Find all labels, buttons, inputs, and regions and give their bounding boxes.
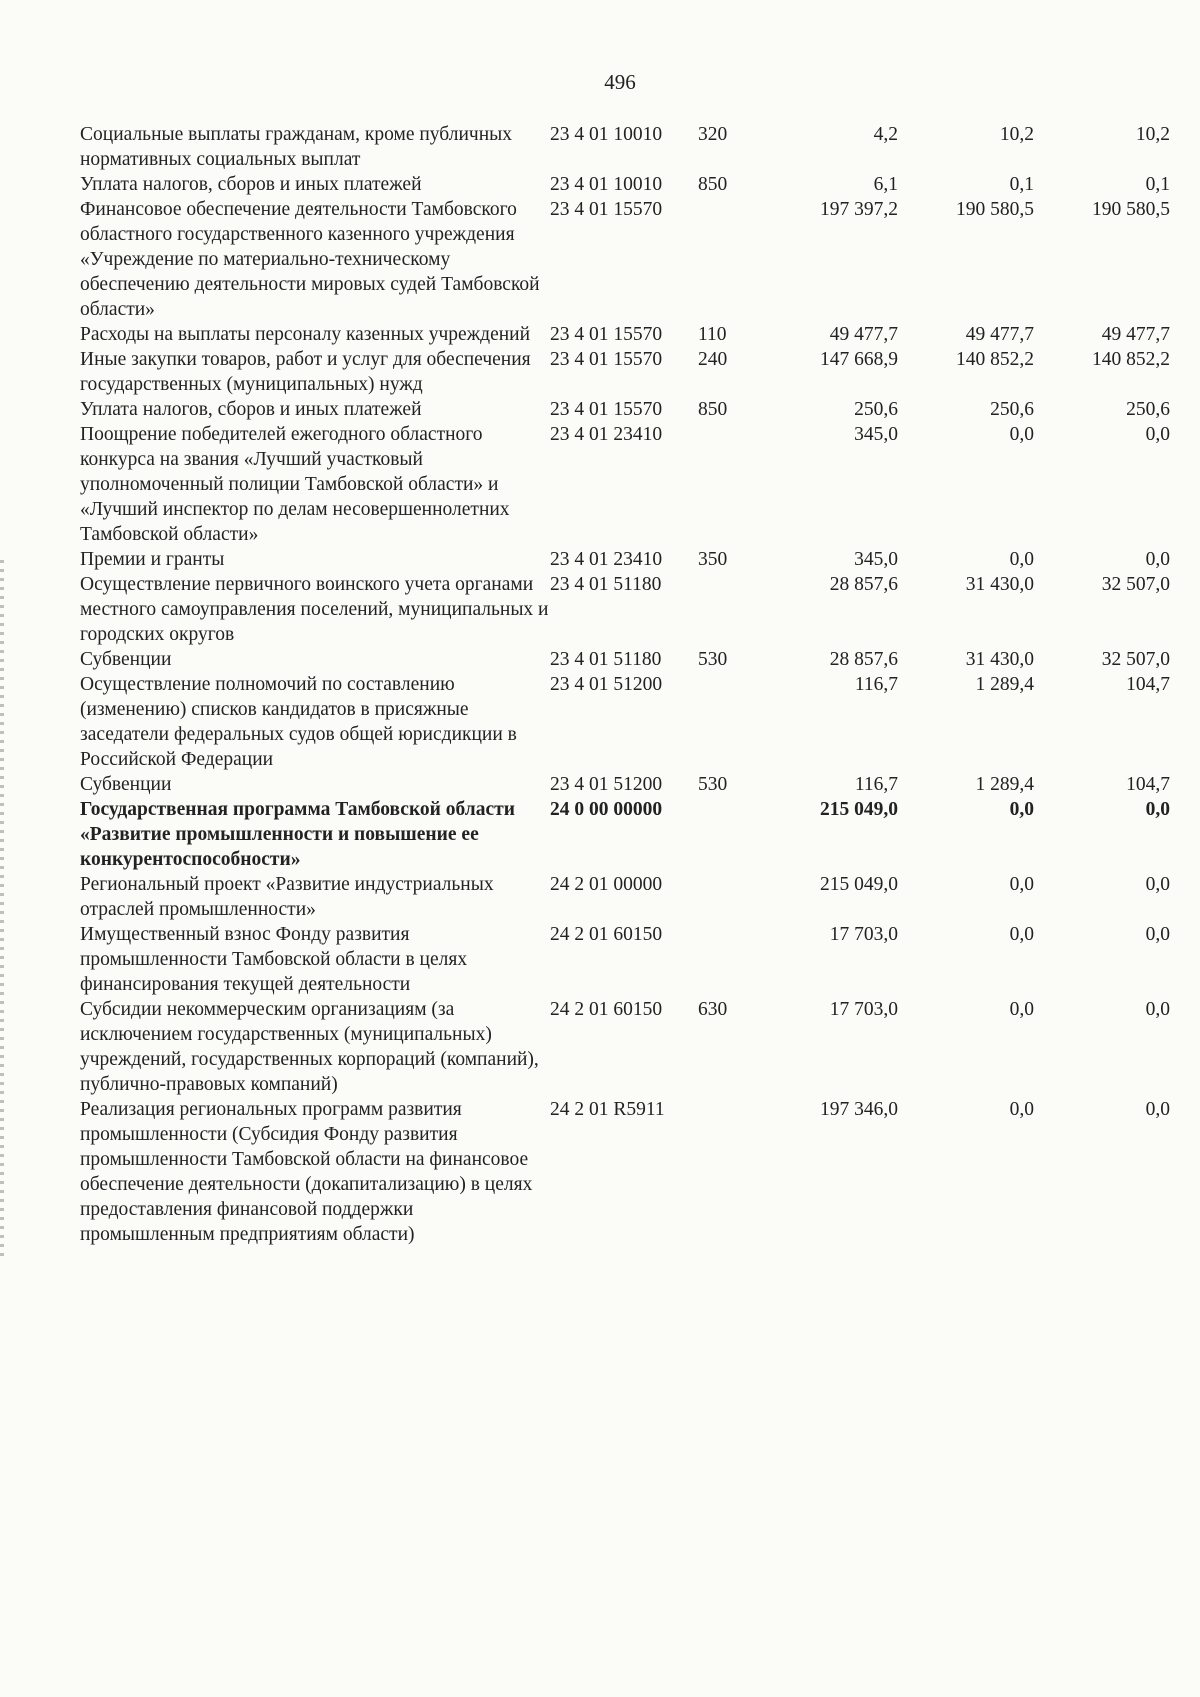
row-name-cell: Поощрение победителей ежегодного областного конкурса на звания «Лучший участковый уполномоченный полиции Тамбовской области» и «Лучший инспектор по делам несовершеннолетних Тамбовской области»	[80, 424, 510, 545]
table-row	[80, 122, 1170, 172]
row-code-cell: 23 4 01 10010	[550, 174, 663, 195]
budget-table	[80, 122, 1170, 1247]
row-value-1-cell: 17 703,0	[829, 999, 898, 1020]
row-value-3-cell: 0,0	[1145, 999, 1170, 1020]
row-code-cell: 24 2 01 R5911	[550, 1099, 665, 1120]
table-row	[80, 772, 1170, 797]
row-code-cell: 23 4 01 51180	[550, 574, 662, 595]
row-value-1-cell: 197 346,0	[820, 1099, 898, 1120]
row-expense-type-cell: 850	[698, 174, 728, 195]
row-name-cell: Премии и гранты	[80, 549, 225, 570]
table-row-program	[80, 797, 1170, 872]
table-row	[80, 1097, 1170, 1247]
row-value-2-cell: 140 852,2	[956, 349, 1034, 370]
row-value-3-cell: 0,0	[1145, 799, 1170, 820]
scan-edge-marks	[0, 560, 4, 1260]
row-value-3-cell: 190 580,5	[1092, 199, 1170, 220]
row-value-2-cell: 0,0	[1009, 999, 1034, 1020]
row-expense-type-cell	[698, 797, 758, 872]
row-value-2-cell: 0,0	[1009, 549, 1034, 570]
row-value-2-cell: 0,0	[1009, 799, 1034, 820]
row-value-3-cell: 250,6	[1126, 399, 1170, 420]
row-value-2-cell: 0,0	[1009, 1099, 1034, 1120]
row-expense-type-cell: 320	[698, 124, 728, 145]
row-name-cell: Уплата налогов, сборов и иных платежей	[80, 174, 422, 195]
page-number: 496	[604, 70, 636, 94]
row-code-cell: 24 0 00 00000	[550, 799, 663, 820]
table-row	[80, 172, 1170, 197]
table-row	[80, 997, 1170, 1097]
table-row	[80, 322, 1170, 347]
row-expense-type-cell: 850	[698, 399, 728, 420]
row-expense-type-cell: 350	[698, 549, 728, 570]
row-name-cell: Имущественный взнос Фонду развития промышленности Тамбовской области в целях финансирования текущей деятельности	[80, 924, 468, 995]
row-name-cell: Региональный проект «Развитие индустриальных отраслей промышленности»	[80, 874, 494, 920]
row-code-cell: 23 4 01 51200	[550, 774, 663, 795]
row-name-cell: Осуществление первичного воинского учета органами местного самоуправления поселений, муниципальных и городских округов	[80, 574, 549, 645]
row-value-3-cell: 49 477,7	[1101, 324, 1170, 345]
row-value-1-cell: 49 477,7	[829, 324, 898, 345]
row-name-cell: Государственная программа Тамбовской области «Развитие промышленности и повышение ее конкурентоспособности»	[80, 799, 515, 870]
row-expense-type-cell: 530	[698, 774, 728, 795]
row-name-cell: Финансовое обеспечение деятельности Тамбовского областного государственного казенного учреждения «Учреждение по материально-техническому обеспечению деятельности мировых судей Тамбовской области»	[80, 199, 540, 320]
row-expense-type-cell: 630	[698, 999, 728, 1020]
row-value-2-cell: 1 289,4	[975, 774, 1034, 795]
row-expense-type-cell	[698, 672, 758, 772]
row-code-cell: 24 2 01 60150	[550, 999, 663, 1020]
row-value-2-cell: 0,1	[1009, 174, 1034, 195]
row-value-3-cell: 10,2	[1135, 124, 1170, 145]
row-value-1-cell: 197 397,2	[820, 199, 898, 220]
row-expense-type-cell	[698, 1097, 758, 1247]
row-expense-type-cell	[698, 422, 758, 547]
row-value-3-cell: 32 507,0	[1101, 649, 1170, 670]
row-name-cell: Субвенции	[80, 774, 172, 795]
row-value-1-cell: 215 049,0	[820, 799, 898, 820]
row-code-cell: 23 4 01 15570	[550, 199, 663, 220]
row-code-cell: 23 4 01 15570	[550, 399, 663, 420]
row-code-cell: 23 4 01 23410	[550, 549, 663, 570]
row-name-cell: Осуществление полномочий по составлению (изменению) списков кандидатов в присяжные заседатели федеральных судов общей юрисдикции в Российской Федерации	[80, 674, 517, 770]
row-expense-type-cell	[698, 572, 758, 647]
row-code-cell: 23 4 01 51200	[550, 674, 663, 695]
row-code-cell: 23 4 01 23410	[550, 424, 663, 445]
row-code-cell: 24 2 01 60150	[550, 924, 663, 945]
row-value-2-cell: 0,0	[1009, 874, 1034, 895]
row-value-1-cell: 28 857,6	[829, 574, 898, 595]
row-value-1-cell: 4,2	[873, 124, 898, 145]
row-value-2-cell: 31 430,0	[965, 574, 1034, 595]
row-value-2-cell: 250,6	[990, 399, 1034, 420]
table-row	[80, 872, 1170, 922]
row-code-cell: 23 4 01 15570	[550, 324, 663, 345]
table-row	[80, 397, 1170, 422]
row-value-3-cell: 0,0	[1145, 874, 1170, 895]
table-row	[80, 197, 1170, 322]
row-expense-type-cell	[698, 872, 758, 922]
row-value-1-cell: 215 049,0	[820, 874, 898, 895]
row-value-1-cell: 28 857,6	[829, 649, 898, 670]
table-row	[80, 422, 1170, 547]
row-name-cell: Субсидии некоммерческим организациям (за исключением государственных (муниципальных) учреждений, государственных корпораций (компаний), публично-правовых компаний)	[80, 999, 539, 1095]
row-expense-type-cell: 530	[698, 649, 728, 670]
row-value-1-cell: 250,6	[854, 399, 898, 420]
table-row	[80, 347, 1170, 397]
row-value-2-cell: 49 477,7	[965, 324, 1034, 345]
row-code-cell: 23 4 01 10010	[550, 124, 663, 145]
row-value-3-cell: 0,0	[1145, 424, 1170, 445]
row-value-2-cell: 0,0	[1009, 924, 1034, 945]
row-name-cell: Уплата налогов, сборов и иных платежей	[80, 399, 422, 420]
table-row	[80, 647, 1170, 672]
row-value-1-cell: 17 703,0	[829, 924, 898, 945]
row-name-cell: Иные закупки товаров, работ и услуг для обеспечения государственных (муниципальных) нужд	[80, 349, 531, 395]
row-value-1-cell: 6,1	[873, 174, 898, 195]
table-row	[80, 572, 1170, 647]
row-value-3-cell: 0,1	[1145, 174, 1170, 195]
table-row	[80, 547, 1170, 572]
row-name-cell: Расходы на выплаты персоналу казенных учреждений	[80, 324, 531, 345]
row-expense-type-cell	[698, 197, 758, 322]
row-value-1-cell: 345,0	[854, 424, 898, 445]
row-name-cell: Социальные выплаты гражданам, кроме публичных нормативных социальных выплат	[80, 124, 512, 170]
row-code-cell: 23 4 01 51180	[550, 649, 662, 670]
row-value-2-cell: 31 430,0	[965, 649, 1034, 670]
row-code-cell: 24 2 01 00000	[550, 874, 663, 895]
row-value-2-cell: 10,2	[999, 124, 1034, 145]
row-value-2-cell: 1 289,4	[975, 674, 1034, 695]
row-value-1-cell: 345,0	[854, 549, 898, 570]
row-value-3-cell: 0,0	[1145, 924, 1170, 945]
table-row	[80, 922, 1170, 997]
row-value-1-cell: 116,7	[854, 774, 898, 795]
row-value-1-cell: 147 668,9	[820, 349, 898, 370]
row-value-3-cell: 0,0	[1145, 549, 1170, 570]
row-value-2-cell: 0,0	[1009, 424, 1034, 445]
row-value-3-cell: 32 507,0	[1101, 574, 1170, 595]
row-expense-type-cell: 110	[698, 324, 727, 345]
row-expense-type-cell	[698, 922, 758, 997]
row-value-1-cell: 116,7	[854, 674, 898, 695]
row-value-3-cell: 140 852,2	[1092, 349, 1170, 370]
row-expense-type-cell: 240	[698, 349, 728, 370]
row-value-2-cell: 190 580,5	[956, 199, 1034, 220]
row-code-cell: 23 4 01 15570	[550, 349, 663, 370]
row-name-cell: Субвенции	[80, 649, 172, 670]
table-row	[80, 672, 1170, 772]
row-value-3-cell: 104,7	[1126, 674, 1170, 695]
row-value-3-cell: 0,0	[1145, 1099, 1170, 1120]
row-name-cell: Реализация региональных программ развития промышленности (Субсидия Фонду развития промышленности Тамбовской области на финансовое обеспечение деятельности (докапитализацию) в целях предоставления финансовой поддержки промышленным предприятиям области)	[80, 1099, 533, 1245]
row-value-3-cell: 104,7	[1126, 774, 1170, 795]
